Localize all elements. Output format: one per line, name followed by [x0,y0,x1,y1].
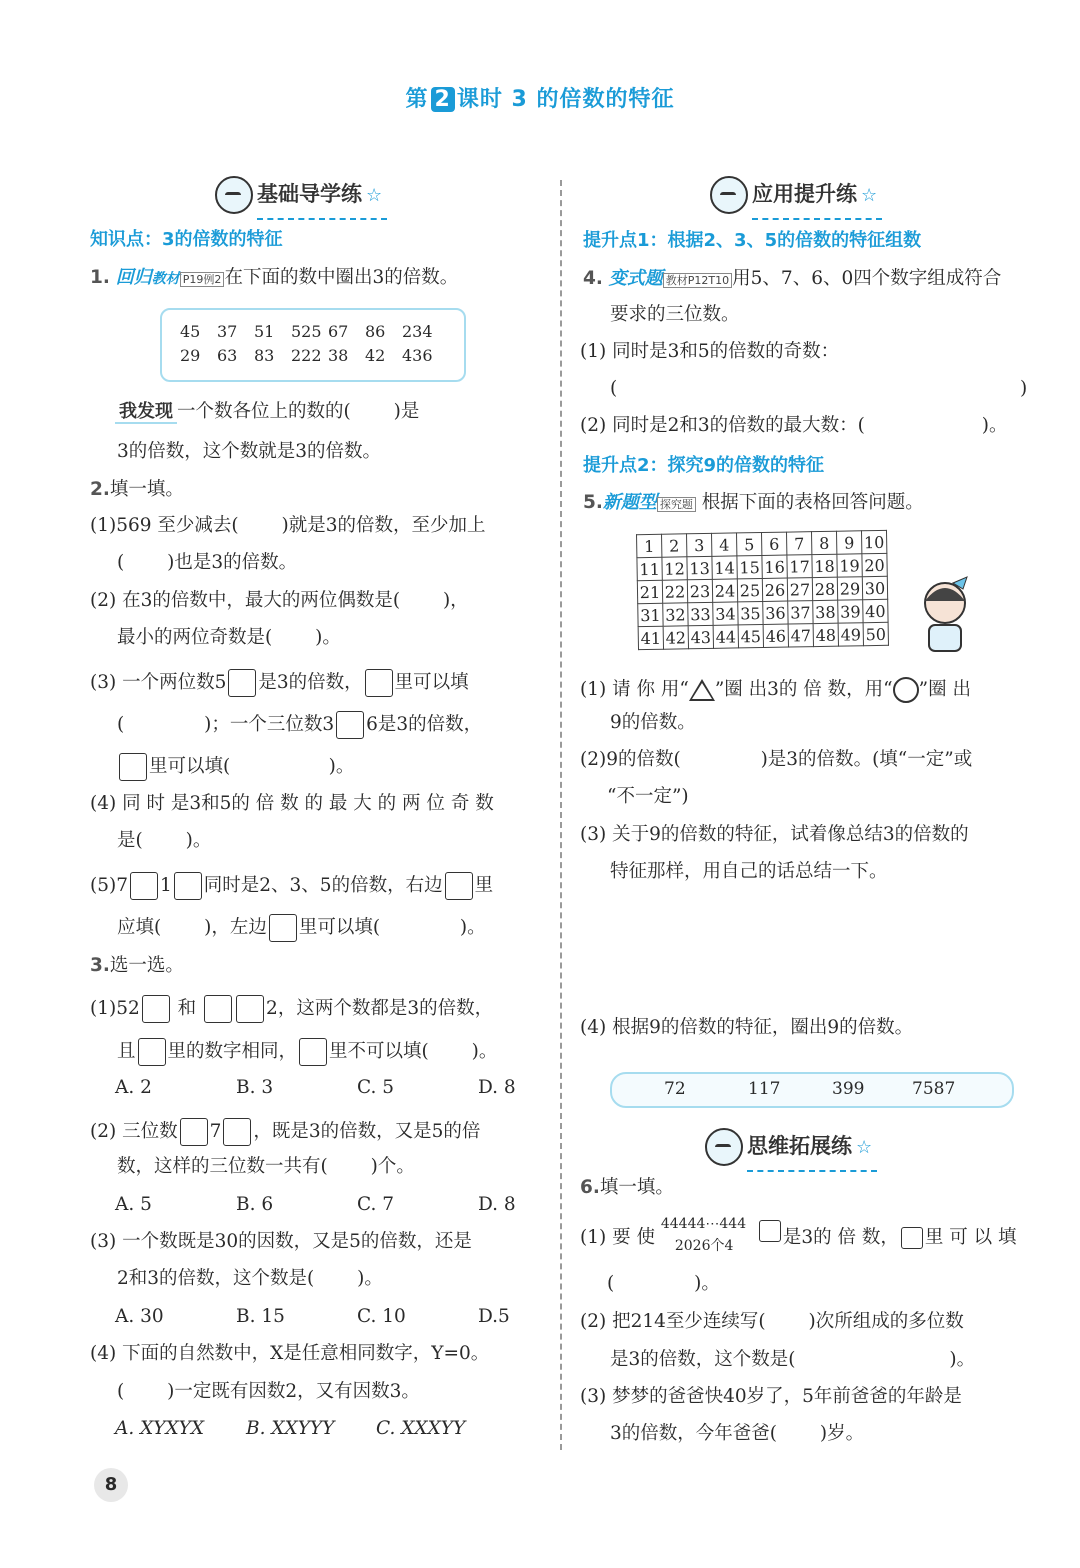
grid-cell[interactable]: 7 [786,532,811,555]
cartoon-boy-icon [215,176,253,214]
q3-1-line-2: 且 里的数字相同， 里不可以填( )。 [117,1038,497,1066]
q2-3-line-3: 里可以填( )。 [117,753,354,781]
grid-cell[interactable]: 11 [637,557,662,580]
q3-2-option-d[interactable]: D. 8 [478,1194,516,1215]
circle-icon [893,677,919,703]
q3-2-option-b[interactable]: B. 6 [236,1194,274,1215]
grid-cell[interactable]: 34 [713,602,738,625]
section-title: 应用提升练 [752,182,857,206]
q2-3-line-2: ( )；一个三位数3 6是3的倍数， [117,711,482,739]
question-1: 1. 回归教材 P19例2 在下面的数中圈出3的倍数。 [90,267,459,288]
q3-4-option-a[interactable]: A. XYXYX [115,1418,205,1439]
grid-cell[interactable]: 2 [662,534,687,557]
answer-box[interactable] [174,872,202,900]
grid-cell[interactable]: 10 [861,530,886,553]
number-row-1 [180,322,439,341]
cartoon-boy-icon [710,176,748,214]
q2-5-line-1: (5)7 1 同时是2、3、5的倍数，右边 里 [90,872,493,900]
column-divider [560,180,562,1450]
scroll-number[interactable]: 7587 [912,1079,956,1099]
q6-3-line-2: 3的倍数，今年爸爸( )岁。 [610,1423,865,1444]
grid-cell[interactable]: 15 [737,556,762,579]
grid-cell[interactable]: 31 [638,603,663,626]
number-item[interactable]: 37 [217,322,238,341]
grid-cell[interactable]: 8 [811,531,836,554]
q2-3-line-1: (3) 一个两位数5 是3的倍数， 里可以填 [90,669,469,697]
answer-box[interactable] [228,669,256,697]
title-number: 2 [431,87,455,112]
grid-cell[interactable]: 41 [638,626,663,649]
star-icon: ☆ [366,185,383,206]
page-number: 8 [94,1468,128,1502]
improve-point-1: 提升点1：根据2、3、5的倍数的特征组数 [583,230,922,251]
q5-4: (4) 根据9的倍数的特征，圈出9的倍数。 [580,1017,914,1038]
q3-2-option-a[interactable]: A. 5 [115,1194,152,1215]
number-box [160,308,466,382]
title-text: 课时 3 的倍数的特征 [456,87,675,112]
answer-box[interactable] [336,711,364,739]
grid-cell[interactable]: 23 [687,579,712,602]
q2-2-line-1: (2) 在3的倍数中，最大的两位偶数是( )， [90,590,469,611]
grid-cell[interactable]: 36 [763,601,788,624]
grid-cell[interactable]: 30 [862,576,887,599]
knowledge-point: 知识点：3的倍数的特征 [90,229,283,250]
q3-4-line-2: ( )一定既有因数2，又有因数3。 [117,1381,420,1402]
grid-cell[interactable]: 45 [738,624,763,647]
scroll-banner [610,1072,1014,1108]
q3-2-line-2: 数，这样的三位数一共有( )个。 [117,1156,415,1177]
star-icon: ☆ [856,1137,873,1158]
grid-cell[interactable]: 37 [788,601,813,624]
triangle-icon [689,679,715,701]
q3-1-line-1: (1)52 和 2，这两个数都是3的倍数， [90,995,493,1023]
q5-2-line-2: “不一定”) [607,786,689,807]
answer-box[interactable] [142,995,170,1023]
q3-3-option-a[interactable]: A. 30 [115,1306,164,1327]
q2-4-line-1: (4) 同 时 是3和5的 倍 数 的 最 大 的 两 位 奇 数 [90,793,494,814]
q5-3-line-1: (3) 关于9的倍数的特征，试着像总结3的倍数的 [580,824,969,845]
grid-cell[interactable]: 19 [837,554,862,577]
grid-cell[interactable]: 49 [838,623,863,646]
q5-2-line-1: (2)9的倍数( )是3的倍数。(填“一定”或 [580,749,973,770]
number-item[interactable]: 63 [217,346,238,365]
cartoon-boy-icon [705,1128,743,1166]
q6-3-line-1: (3) 梦梦的爸爸快40岁了，5年前爸爸的年龄是 [580,1386,962,1407]
q3-3-line-2: 2和3的倍数，这个数是( )。 [117,1268,383,1289]
q4-line-2: 要求的三位数。 [610,304,740,325]
grid-cell[interactable]: 3 [687,533,712,556]
q3-2-option-c[interactable]: C. 7 [357,1194,395,1215]
grid-cell[interactable]: 4 [712,533,737,556]
grid-cell[interactable]: 35 [738,601,763,624]
q3-1-option-c[interactable]: C. 5 [357,1077,395,1098]
grid-cell[interactable]: 50 [863,622,888,645]
grid-cell[interactable]: 33 [688,602,713,625]
q5-1-line-2: 9的倍数。 [610,712,696,733]
grid-cell[interactable]: 22 [662,580,687,603]
number-row-2 [180,346,439,365]
q3-1-option-a[interactable]: A. 2 [115,1077,152,1098]
section-heading-apply [710,176,877,214]
answer-box[interactable] [130,872,158,900]
discover-badge: 我发现 [115,401,177,424]
number-item[interactable]: 234 [402,322,433,341]
q3-3-option-c[interactable]: C. 10 [357,1306,406,1327]
grid-cell[interactable]: 44 [713,625,738,648]
grid-cell[interactable]: 24 [712,579,737,602]
grid-cell[interactable]: 28 [812,577,837,600]
grid-cell[interactable]: 25 [737,579,762,602]
answer-box[interactable] [119,753,147,781]
grid-cell[interactable]: 46 [763,624,788,647]
question-2-title: 2.填一填。 [90,479,184,500]
number-item[interactable]: 525 [291,322,322,341]
q2-1-line-1: (1)569 至少减去( )就是3的倍数，至少加上 [90,515,486,536]
q3-4-line-1: (4) 下面的自然数中，X是任意相同数字，Y=0。 [90,1343,490,1364]
number-item[interactable]: 67 [328,322,349,341]
grid-cell[interactable]: 48 [813,623,838,646]
q3-4-option-c[interactable]: C. XXXYY [376,1418,466,1439]
grid-cell[interactable]: 27 [787,578,812,601]
grid-row [638,622,888,649]
grid-cell[interactable]: 18 [812,554,837,577]
grid-cell[interactable]: 20 [862,553,887,576]
grid-cell[interactable]: 16 [762,555,787,578]
q2-1-line-2: ( )也是3的倍数。 [117,552,298,573]
answer-box[interactable] [269,914,297,942]
grid-cell[interactable]: 9 [836,531,861,554]
answer-box[interactable] [204,995,232,1023]
number-item[interactable]: 83 [254,346,275,365]
q6-2-line-1: (2) 把214至少连续写( )次所组成的多位数 [580,1311,964,1332]
section-title: 思维拓展练 [747,1134,852,1158]
answer-box[interactable] [299,1038,327,1066]
question-3-title: 3.选一选。 [90,955,184,976]
grid-cell[interactable]: 13 [687,556,712,579]
answer-box[interactable] [236,995,264,1023]
tag-label: 回归 [115,267,152,288]
grid-cell[interactable]: 43 [688,625,713,648]
grid-cell[interactable]: 38 [813,600,838,623]
grid-cell[interactable]: 26 [762,578,787,601]
grid-cell[interactable]: 42 [663,626,688,649]
answer-box[interactable] [223,1118,251,1146]
answer-box[interactable] [365,669,393,697]
q5-1-line-1: (1) 请 你 用“ ”圈 出3的 倍 数，用“ ”圈 出 [580,677,971,703]
grid-cell[interactable]: 47 [788,624,813,647]
q4-1-answer-open: ( [610,378,618,399]
grid-cell[interactable]: 17 [787,555,812,578]
number-item[interactable]: 29 [180,346,201,365]
grid-cell[interactable]: 21 [637,580,662,603]
scroll-number[interactable]: 72 [664,1079,686,1099]
q3-1-option-b[interactable]: B. 3 [236,1077,274,1098]
section-title: 基础导学练 [257,182,362,206]
q3-1-option-d[interactable]: D. 8 [478,1077,516,1098]
grid-cell[interactable]: 6 [761,532,786,555]
q4-2: (2) 同时是2和3的倍数的最大数：( )。 [580,415,1008,436]
grid-cell[interactable]: 1 [637,534,662,557]
question-6-title: 6.填一填。 [580,1177,674,1198]
section-heading-extend [705,1128,872,1166]
q2-2-line-2: 最小的两位奇数是( )。 [117,627,341,648]
grid-cell[interactable]: 39 [838,600,863,623]
q3-3-line-1: (3) 一个数既是30的因数，又是5的倍数，还是 [90,1231,472,1252]
number-item[interactable]: 86 [365,322,386,341]
grid-cell[interactable]: 29 [837,577,862,600]
answer-box[interactable] [901,1227,923,1249]
question-4: 4. 变式题 教材P12T10 用5、7、6、0四个数字组成符合 [583,268,1002,289]
q4-1: (1) 同时是3和5的倍数的奇数： [580,341,840,362]
answer-box[interactable] [180,1118,208,1146]
q2-5-line-2: 应填( )，左边 里可以填( )。 [117,914,486,942]
discover-line-1: 我发现 一个数各位上的数的( )是 [115,400,419,424]
answer-box[interactable] [759,1220,781,1242]
grid-cell[interactable]: 32 [663,603,688,626]
repeated-digits: 44444⋯444 2026个4 [660,1216,747,1254]
number-item[interactable]: 51 [254,322,275,341]
improve-point-2: 提升点2：探究9的倍数的特征 [583,455,825,476]
q3-2-line-1: (2) 三位数 7 ，既是3的倍数，又是5的倍 [90,1118,480,1146]
number-item[interactable]: 38 [328,346,349,365]
number-item[interactable]: 436 [402,346,433,365]
scroll-number[interactable]: 117 [748,1079,781,1099]
star-icon: ☆ [861,185,878,206]
grid-cell[interactable]: 40 [863,599,888,622]
q4-1-answer-close: ) [1020,378,1028,399]
q3-3-option-b[interactable]: B. 15 [236,1306,285,1327]
number-item[interactable]: 45 [180,322,201,341]
q5-3-line-2: 特征那样，用自己的话总结一下。 [610,861,888,882]
grid-cell[interactable]: 12 [662,557,687,580]
q6-1-line-1: (1) 要 使 44444⋯444 2026个4 是3的 倍 数， 里 可 以 填 [580,1216,1017,1254]
grid-cell[interactable]: 14 [712,556,737,579]
q6-2-line-2: 是3的倍数，这个数是( )。 [610,1349,976,1370]
q3-3-option-d[interactable]: D.5 [478,1306,510,1327]
answer-box[interactable] [138,1038,166,1066]
lesson-title [0,82,1080,113]
discover-line-2: 3的倍数，这个数就是3的倍数。 [117,441,382,462]
scroll-number[interactable]: 399 [832,1079,865,1099]
answer-box[interactable] [445,872,473,900]
cartoon-girl-icon [915,575,975,655]
q6-1-line-2: ( )。 [607,1273,720,1294]
number-item[interactable]: 42 [365,346,386,365]
number-grid [636,530,889,650]
title-prefix: 第 [405,87,429,112]
section-heading-basic [215,176,382,214]
number-item[interactable]: 222 [291,346,322,365]
q2-4-line-2: 是( )。 [117,830,212,851]
q3-4-option-b[interactable]: B. XXYYY [246,1418,335,1439]
grid-cell[interactable]: 5 [737,533,762,556]
question-5: 5.新题型 探究题 根据下面的表格回答问题。 [583,492,924,513]
